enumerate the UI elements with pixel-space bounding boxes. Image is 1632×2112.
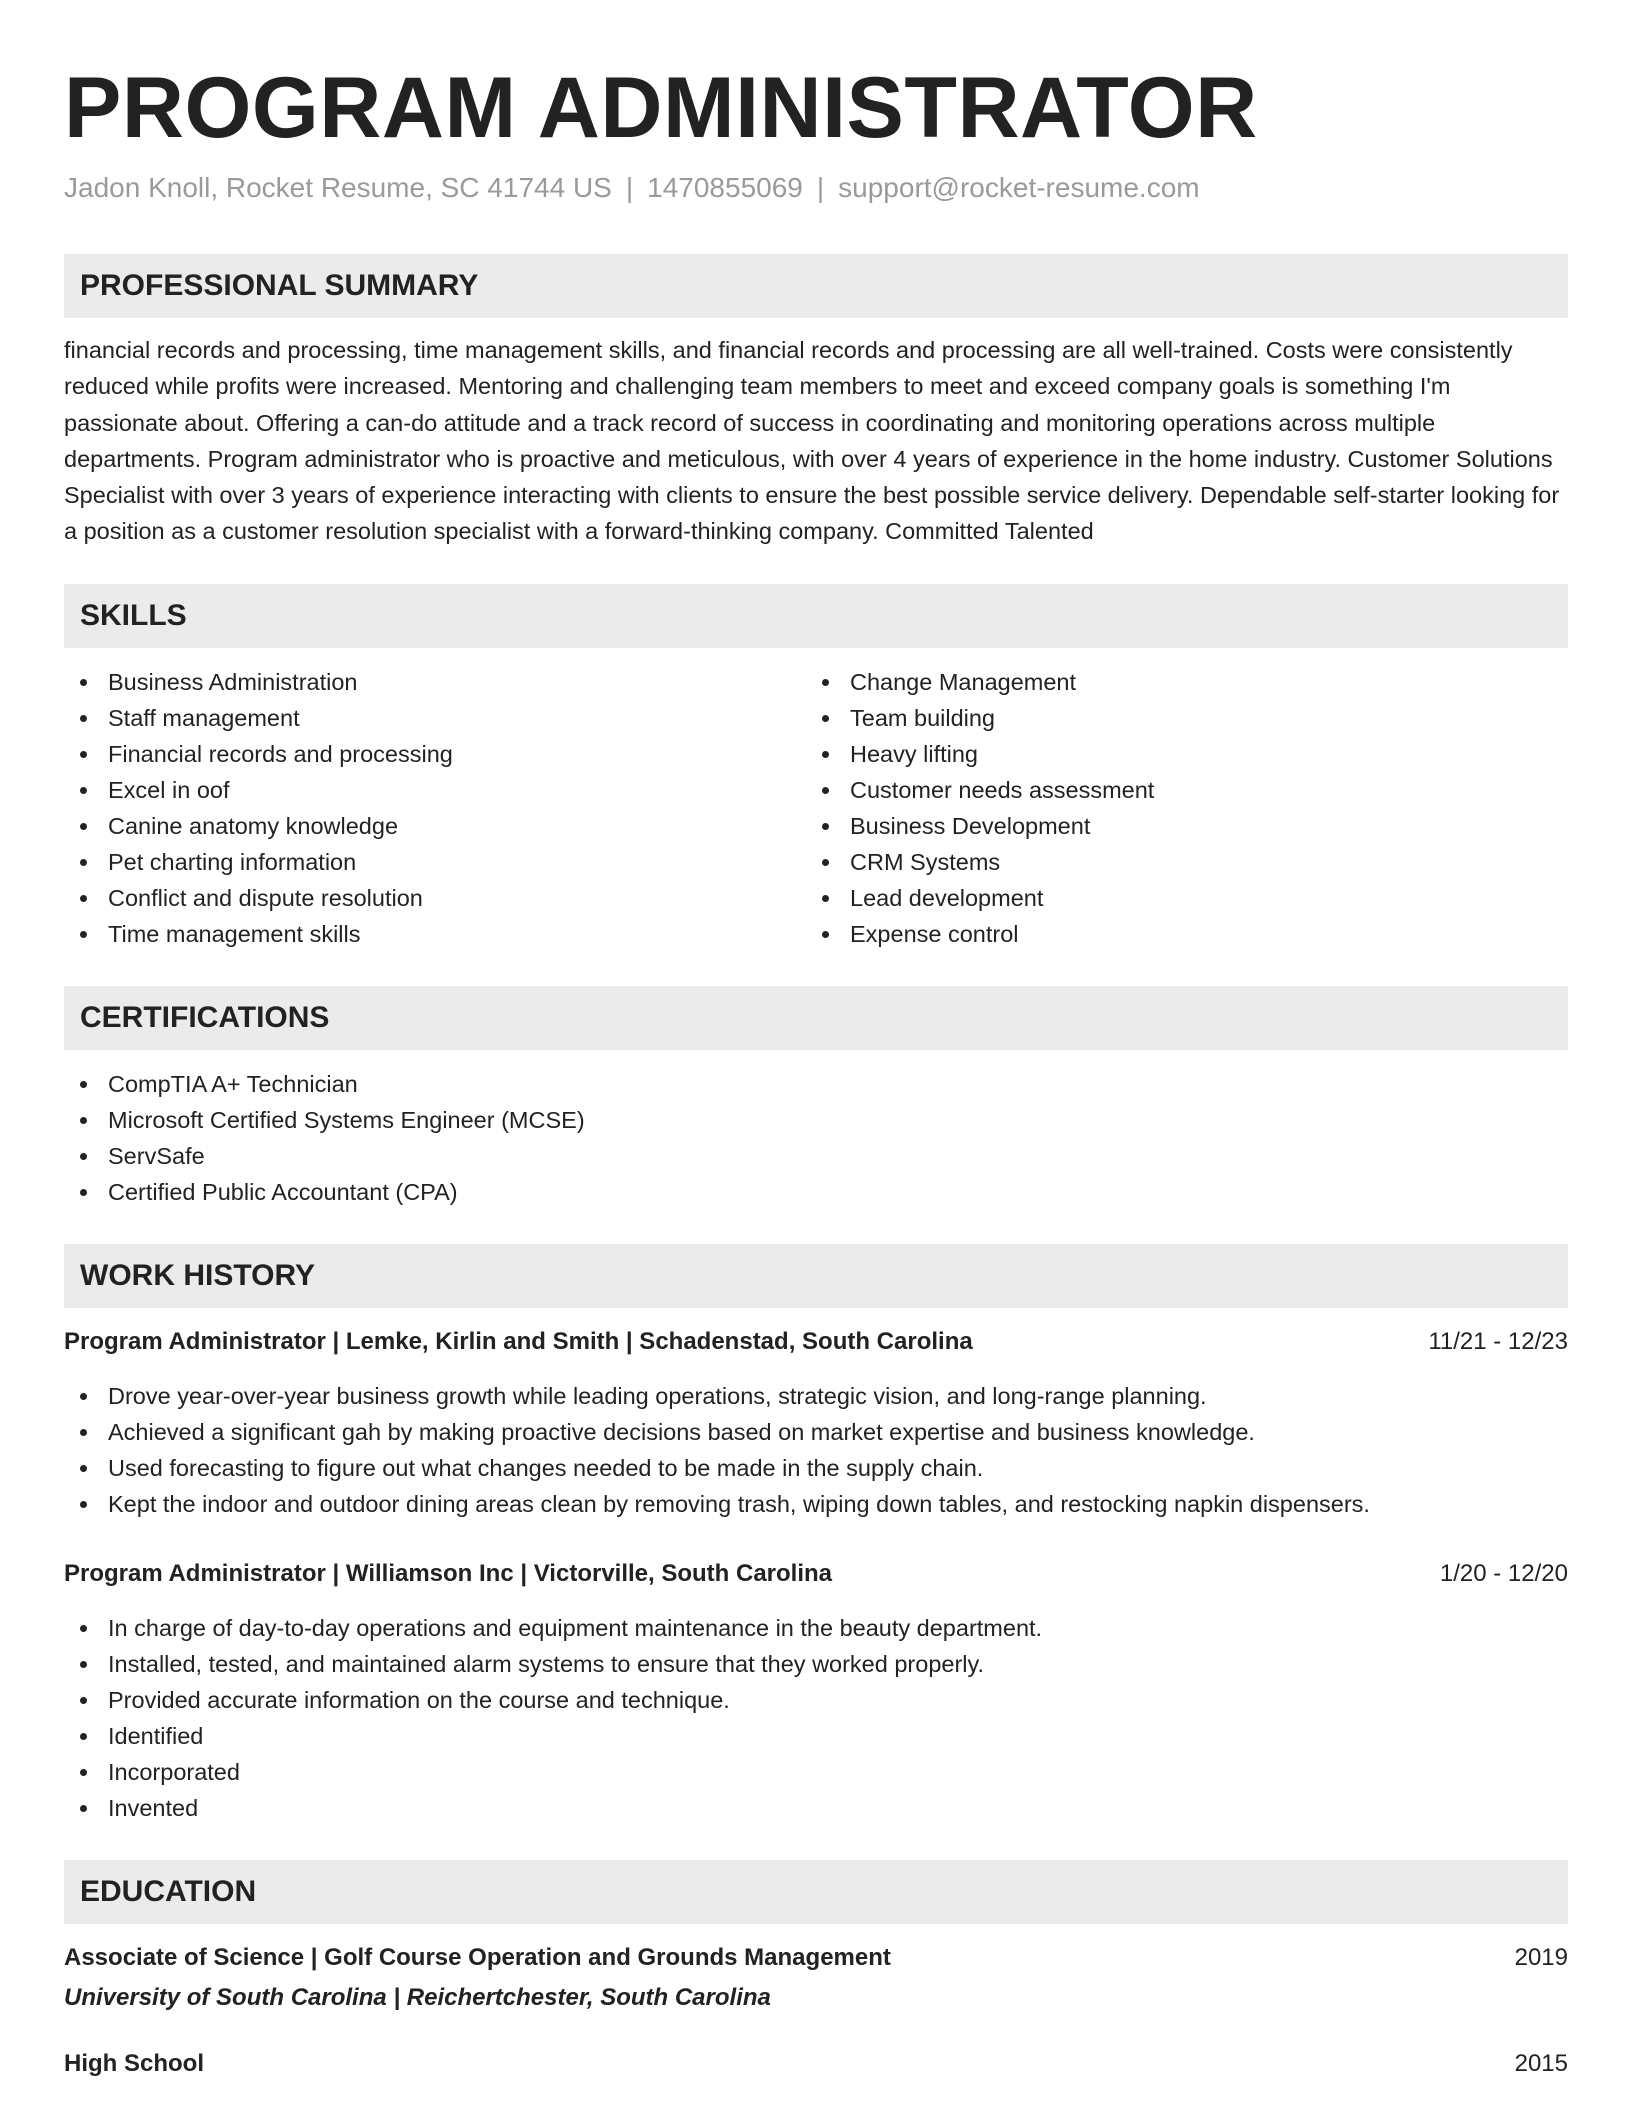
contact-separator: | — [625, 172, 634, 203]
skills-column-right — [806, 664, 1548, 952]
skills-section-header: SKILLS — [64, 584, 1568, 648]
job-bullets — [64, 1378, 1568, 1522]
job-bullet: Provided accurate information on the course and technique. — [64, 1682, 1568, 1718]
contact-phone: 1470855069 — [647, 172, 803, 203]
job-title: Program Administrator | Williamson Inc | Victorville, South Carolina — [64, 1559, 833, 1587]
job-bullets — [64, 1610, 1568, 1826]
education-year: 2019 — [1514, 1943, 1568, 1971]
skill-item: Expense control — [806, 916, 1548, 952]
skill-item: Business Development — [806, 808, 1548, 844]
skill-item: Excel in oof — [64, 772, 806, 808]
education-school: University of South Carolina | Reichertchester, South Carolina — [64, 1983, 771, 2011]
skill-item: Conflict and dispute resolution — [64, 880, 806, 916]
contact-separator: | — [816, 172, 825, 203]
education-degree: Associate of Science | Golf Course Operation and Grounds Management — [64, 1943, 891, 1971]
education-year: 2015 — [1514, 2049, 1568, 2077]
job-bullet: Invented — [64, 1790, 1568, 1826]
resume-title: PROGRAM ADMINISTRATOR — [64, 60, 1258, 156]
skill-item: Staff management — [64, 700, 806, 736]
job-bullet: Identified — [64, 1718, 1568, 1754]
skills-column-left — [64, 664, 806, 952]
job-heading-row — [64, 1324, 1568, 1360]
job-bullet: Kept the indoor and outdoor dining areas clean by removing trash, wiping down tables, and restocking napkin dispensers. — [64, 1486, 1568, 1522]
job-bullet: In charge of day-to-day operations and equipment maintenance in the beauty department. — [64, 1610, 1568, 1646]
education-heading-row — [64, 2046, 1568, 2082]
skill-item: Lead development — [806, 880, 1548, 916]
job-heading-row — [64, 1556, 1568, 1592]
certification-item: Microsoft Certified Systems Engineer (MCSE) — [64, 1102, 1568, 1138]
work-history-section-header: WORK HISTORY — [64, 1244, 1568, 1308]
contact-email[interactable]: support@rocket-resume.com — [838, 172, 1200, 203]
education-heading-row — [64, 1940, 1568, 1976]
certifications-list — [64, 1066, 1568, 1210]
contact-line — [64, 168, 1568, 208]
skill-item: Canine anatomy knowledge — [64, 808, 806, 844]
skill-item: Financial records and processing — [64, 736, 806, 772]
contact-address: Jadon Knoll, Rocket Resume, SC 41744 US — [64, 172, 612, 203]
summary-section-header: PROFESSIONAL SUMMARY — [64, 254, 1568, 318]
job-bullet: Used forecasting to figure out what changes needed to be made in the supply chain. — [64, 1450, 1568, 1486]
summary-text: financial records and processing, time management skills, and financial records and processing are all well-trained. Costs were consistently reduced while profits were increased. Mentoring and challenging team members to meet and exceed company goals is something I'm passionate about. Offering a can-do attitude and a track record of success in coordinating and monitoring operations across multiple departments. Program administrator who is proactive and meticulous, with over 4 years of experience in the home industry. Customer Solutions Specialist with over 3 years of experience interacting with clients to ensure the best possible service delivery. Dependable self-starter looking for a position as a customer resolution specialist with a forward-thinking company. Committed Talented — [64, 337, 1560, 545]
skill-item: Team building — [806, 700, 1548, 736]
skill-item: Customer needs assessment — [806, 772, 1548, 808]
resume-page — [64, 0, 1568, 2082]
skill-item: Business Administration — [64, 664, 806, 700]
education-section-header: EDUCATION — [64, 1860, 1568, 1924]
certification-item: CompTIA A+ Technician — [64, 1066, 1568, 1102]
education-degree: High School — [64, 2049, 204, 2077]
job-bullet: Incorporated — [64, 1754, 1568, 1790]
skill-item: Time management skills — [64, 916, 806, 952]
certification-item: ServSafe — [64, 1138, 1568, 1174]
job-bullet: Drove year-over-year business growth while leading operations, strategic vision, and long-range planning. — [64, 1378, 1568, 1414]
job-title: Program Administrator | Lemke, Kirlin and Smith | Schadenstad, South Carolina — [64, 1327, 973, 1355]
skill-item: Heavy lifting — [806, 736, 1548, 772]
job-bullet: Achieved a significant gah by making proactive decisions based on market expertise and business knowledge. — [64, 1414, 1568, 1450]
job-dates: 11/21 - 12/23 — [1428, 1327, 1568, 1355]
skills-list-right — [806, 664, 1548, 952]
skill-item: CRM Systems — [806, 844, 1548, 880]
certifications-section-header: CERTIFICATIONS — [64, 986, 1568, 1050]
skills-list-left — [64, 664, 806, 952]
skill-item: Change Management — [806, 664, 1548, 700]
certification-item: Certified Public Accountant (CPA) — [64, 1174, 1568, 1210]
job-bullet: Installed, tested, and maintained alarm systems to ensure that they worked properly. — [64, 1646, 1568, 1682]
skills-grid — [64, 664, 1568, 952]
job-dates: 1/20 - 12/20 — [1439, 1559, 1568, 1587]
skill-item: Pet charting information — [64, 844, 806, 880]
